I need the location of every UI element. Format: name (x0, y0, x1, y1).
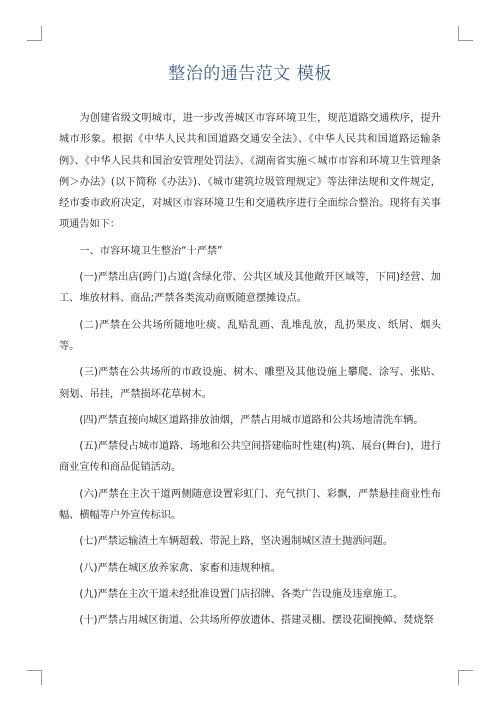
list-item: (八)严禁在城区放养家禽、家畜和违规种植。 (79, 562, 281, 574)
list-item: (五)严禁侵占城市道路、场地和公共空间搭建临时性建(构)筑、展台(舞台)，进行商业宣传和商品促销活动。 (59, 441, 441, 474)
list-item: (四)严禁直接向城区道路排放油烟，严禁占用城市道路和公共场地清洗车辆。 (79, 414, 424, 426)
list-item: (二)严禁在公共场所随地吐痰、乱贴乱画、乱堆乱放，乱扔果皮、纸屑、烟头等。 (59, 319, 441, 352)
crop-mark-top-right (458, 26, 473, 41)
intro-paragraph: 为创建省级文明城市，进一步改善城区市容环境卫生，规范道路交通秩序，提升城市形象。根据《中华人民共和国道路交通安全法》、《中华人民共和国道路运输条例》、《中华人民共和国治安管理处罚法》、《湖南省实施＜城市市容和环境卫生管理条例＞办法》(以下简称《办法》)、《城市建筑垃圾管理规定》等法律法规和文件规定，经市委市政府决定，对城区市容环境卫生和交通秩序进行全面综合整治。现将有关事项通告如下： (59, 113, 441, 231)
document-body (59, 108, 441, 637)
crop-mark-bottom-left (27, 670, 42, 685)
page-title: 整治的通告范文 模板 (168, 64, 332, 84)
crop-mark-top-left (27, 26, 42, 41)
crop-mark-bottom-right (458, 670, 473, 685)
list-item: (六)严禁在主次干道两侧随意设置彩虹门、充气拱门、彩飘，严禁悬挂商业性布幅、横幅等户外宣传标识。 (59, 488, 441, 522)
list-item: (九)严禁在主次干道未经批准设置门店招牌、各类广告设施及违章施工。 (79, 588, 404, 600)
list-item: (七)严禁运输渣土车辆超载、带泥上路，坚决遏制城区渣土抛洒问题。 (79, 536, 393, 548)
list-item: (一)严禁出店(跨门)占道(含绿化带、公共区域及其他敞开区域等，下同)经营、加工、堆放材料、商品;严禁各类流动商贩随意摆摊设点。 (59, 272, 441, 305)
section-heading: 一、市容环境卫生整治“十严禁” (79, 245, 223, 257)
list-item: (三)严禁在公共场所的市政设施、树木、雕塑及其他设施上攀爬、涂写、张贴、刻划、吊挂，严禁损坏花草树木。 (59, 367, 441, 400)
list-item: (十)严禁占用城区街道、公共场所停放遗体、搭建灵棚、摆设花圈挽幛、焚烧祭 (79, 615, 434, 627)
